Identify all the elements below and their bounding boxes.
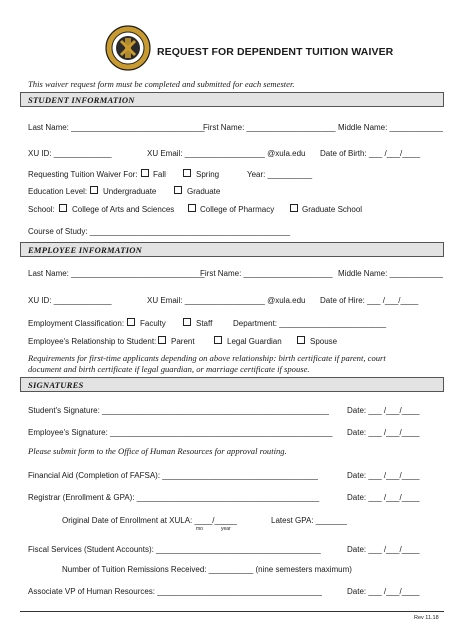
requirements-note-line-2: document and birth certificate if legal guardian, or marriage certificate if spouse. — [28, 364, 310, 374]
employee-middle-name-field[interactable]: Middle Name: ____________ — [338, 269, 443, 278]
staff-checkbox[interactable] — [183, 318, 191, 326]
spring-checkbox[interactable] — [183, 169, 191, 177]
footer-divider — [20, 611, 444, 612]
requirements-note-line-1: Requirements for first-time applicants depending on above relationship: birth certificate if parent, court — [28, 353, 386, 363]
student-signature-date[interactable]: Date: ___ /___/____ — [347, 406, 420, 415]
fall-label: Fall — [153, 170, 166, 179]
section-bar-signatures — [20, 377, 444, 392]
faculty-label: Faculty — [140, 319, 166, 328]
spouse-label: Spouse — [310, 337, 338, 346]
education-level-label: Education Level: — [28, 187, 88, 196]
graduate-school-checkbox[interactable] — [290, 204, 298, 212]
financial-aid-date[interactable]: Date: ___ /___/____ — [347, 471, 420, 480]
employee-xuid-field[interactable]: XU ID: _____________ — [28, 296, 112, 305]
fall-checkbox[interactable] — [141, 169, 149, 177]
pharmacy-checkbox[interactable] — [188, 204, 196, 212]
student-xuid-field[interactable]: XU ID: _____________ — [28, 149, 112, 158]
parent-checkbox[interactable] — [158, 336, 166, 344]
legal-guardian-checkbox[interactable] — [214, 336, 222, 344]
student-last-name-field[interactable]: Last Name: ______________________________ — [28, 123, 205, 132]
employee-date-of-hire-field[interactable]: Date of Hire: ___ /___/____ — [320, 296, 419, 305]
graduate-label: Graduate — [187, 187, 221, 196]
page-title: REQUEST FOR DEPENDENT TUITION WAIVER — [157, 46, 394, 58]
month-hint: mo — [196, 526, 203, 532]
employee-first-name-field[interactable]: First Name: ____________________ — [200, 269, 333, 278]
undergraduate-checkbox[interactable] — [90, 186, 98, 194]
employee-email-field[interactable]: XU Email: __________________ @xula.edu — [147, 296, 306, 305]
graduate-checkbox[interactable] — [174, 186, 182, 194]
year-hint: year — [221, 526, 231, 532]
employee-signature-date[interactable]: Date: ___ /___/____ — [347, 428, 420, 437]
waiver-term-label: Requesting Tuition Waiver For: — [28, 170, 138, 179]
section-bar-student — [20, 92, 444, 107]
routing-note: Please submit form to the Office of Human Resources for approval routing. — [28, 446, 287, 456]
spouse-checkbox[interactable] — [297, 336, 305, 344]
relationship-label: Employee's Relationship to Student: — [28, 337, 157, 346]
student-dob-field[interactable]: Date of Birth: ___ /___/____ — [320, 149, 421, 158]
employment-classification-label: Employment Classification: — [28, 319, 125, 328]
fiscal-services-date[interactable]: Date: ___ /___/____ — [347, 545, 420, 554]
intro-note: This waiver request form must be completed and submitted for each semester. — [28, 79, 295, 89]
registrar-date[interactable]: Date: ___ /___/____ — [347, 493, 420, 502]
parent-label: Parent — [171, 337, 195, 346]
course-of-study-field[interactable]: Course of Study: _____________________________________________ — [28, 227, 291, 236]
fiscal-services-signature-field[interactable]: Fiscal Services (Student Accounts): _____________________________________ — [28, 545, 321, 554]
legal-guardian-label: Legal Guardian — [227, 337, 282, 346]
vp-hr-date[interactable]: Date: ___ /___/____ — [347, 587, 420, 596]
university-seal-logo — [105, 25, 151, 71]
student-first-name-field[interactable]: First Name: ____________________ — [203, 123, 336, 132]
student-middle-name-field[interactable]: Middle Name: ____________ — [338, 123, 443, 132]
school-label: School: — [28, 205, 55, 214]
section-bar-employee — [20, 242, 444, 257]
student-email-field[interactable]: XU Email: __________________ @xula.edu — [147, 149, 306, 158]
faculty-checkbox[interactable] — [127, 318, 135, 326]
staff-label: Staff — [196, 319, 213, 328]
employee-signature-field[interactable]: Employee's Signature: __________________________________________________ — [28, 428, 333, 437]
vp-hr-signature-field[interactable]: Associate VP of Human Resources: _____________________________________ — [28, 587, 322, 596]
graduate-school-label: Graduate School — [302, 205, 363, 214]
tuition-remissions-field[interactable]: Number of Tuition Remissions Received: __________ (nine semesters maximum) — [62, 565, 352, 574]
student-signature-field[interactable]: Student's Signature: ___________________________________________________ — [28, 406, 329, 415]
section-heading-student: STUDENT INFORMATION — [28, 95, 135, 105]
section-heading-employee: EMPLOYEE INFORMATION — [28, 245, 143, 255]
pharmacy-label: College of Pharmacy — [200, 205, 275, 214]
spring-label: Spring — [196, 170, 220, 179]
employee-last-name-field[interactable]: Last Name: ______________________________ — [28, 269, 205, 278]
arts-sciences-label: College of Arts and Sciences — [72, 205, 175, 214]
department-field[interactable]: Department: ________________________ — [233, 319, 387, 328]
arts-sciences-checkbox[interactable] — [59, 204, 67, 212]
latest-gpa-field[interactable]: Latest GPA: _______ — [271, 516, 347, 525]
undergraduate-label: Undergraduate — [103, 187, 157, 196]
financial-aid-signature-field[interactable]: Financial Aid (Completion of FAFSA): ___________________________________ — [28, 471, 318, 480]
registrar-signature-field[interactable]: Registrar (Enrollment & GPA): _________________________________________ — [28, 493, 320, 502]
original-enrollment-date-field[interactable]: Original Date of Enrollment at XULA: ____/_____ — [62, 516, 237, 525]
section-heading-signatures: SIGNATURES — [28, 380, 84, 390]
revision-label: Rev 11.18 — [414, 615, 439, 621]
year-field[interactable]: Year: __________ — [247, 170, 313, 179]
